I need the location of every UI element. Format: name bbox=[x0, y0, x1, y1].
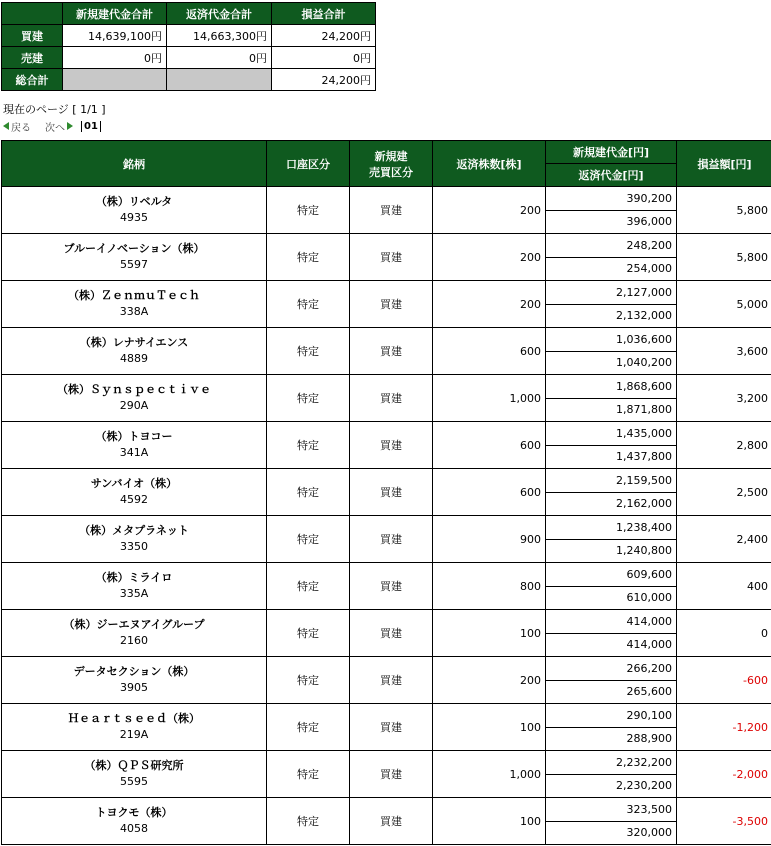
header-return-amount: 返済代金[円] bbox=[546, 164, 677, 187]
stock-name[interactable]: Ｈｅａｒｔｓｅｅｄ（株） bbox=[68, 712, 200, 725]
trade-side: 買建 bbox=[350, 469, 433, 516]
new-amount: 1,238,400 bbox=[546, 516, 677, 540]
account-type: 特定 bbox=[267, 563, 350, 610]
profit-loss: -1,200 bbox=[677, 704, 771, 751]
return-amount: 320,000 bbox=[546, 821, 677, 845]
return-amount: 610,000 bbox=[546, 586, 677, 610]
return-qty: 100 bbox=[433, 798, 546, 845]
profit-loss: -3,500 bbox=[677, 798, 771, 845]
new-amount: 1,435,000 bbox=[546, 422, 677, 446]
account-type: 特定 bbox=[267, 516, 350, 563]
new-amount: 609,600 bbox=[546, 563, 677, 587]
return-amount: 414,000 bbox=[546, 633, 677, 657]
return-amount: 1,437,800 bbox=[546, 445, 677, 469]
profit-loss: 3,200 bbox=[677, 375, 771, 422]
table-header-row bbox=[2, 141, 771, 164]
trade-side: 買建 bbox=[350, 328, 433, 375]
summary-row-label: 買建 bbox=[2, 25, 63, 47]
header-pl: 損益額[円] bbox=[677, 141, 771, 187]
return-amount: 1,040,200 bbox=[546, 351, 677, 375]
profit-loss: 2,400 bbox=[677, 516, 771, 563]
return-qty: 200 bbox=[433, 187, 546, 234]
table-row bbox=[2, 375, 771, 399]
summary-header-pl: 損益合計 bbox=[272, 3, 376, 25]
return-qty: 200 bbox=[433, 657, 546, 704]
table-row bbox=[2, 187, 771, 211]
account-type: 特定 bbox=[267, 469, 350, 516]
return-qty: 200 bbox=[433, 281, 546, 328]
trade-side: 買建 bbox=[350, 610, 433, 657]
stock-name[interactable]: （株）トヨコー bbox=[95, 430, 173, 443]
return-amount: 2,230,200 bbox=[546, 774, 677, 798]
summary-pl-total: 24,200円 bbox=[272, 69, 376, 91]
trade-side: 買建 bbox=[350, 516, 433, 563]
return-amount: 254,000 bbox=[546, 257, 677, 281]
summary-row-sell bbox=[2, 47, 376, 69]
prev-page-link[interactable]: 戻る bbox=[11, 122, 31, 134]
trade-side: 買建 bbox=[350, 281, 433, 328]
trade-side: 買建 bbox=[350, 234, 433, 281]
return-qty: 200 bbox=[433, 234, 546, 281]
account-type: 特定 bbox=[267, 657, 350, 704]
header-side-line2: 売買区分 bbox=[369, 165, 413, 179]
stock-name[interactable]: サンバイオ（株） bbox=[90, 477, 178, 490]
return-qty: 900 bbox=[433, 516, 546, 563]
summary-return-total: 0円 bbox=[167, 47, 272, 69]
profit-loss: 2,800 bbox=[677, 422, 771, 469]
stock-name-cell bbox=[2, 281, 267, 328]
stock-code: 5595 bbox=[120, 775, 148, 788]
account-type: 特定 bbox=[267, 328, 350, 375]
table-row bbox=[2, 234, 771, 258]
trade-side: 買建 bbox=[350, 187, 433, 234]
page-number-link[interactable]: 01 bbox=[81, 121, 101, 132]
table-row bbox=[2, 563, 771, 587]
trade-side: 買建 bbox=[350, 798, 433, 845]
summary-return-total: 14,663,300円 bbox=[167, 25, 272, 47]
return-amount: 396,000 bbox=[546, 210, 677, 234]
stock-name-cell bbox=[2, 704, 267, 751]
return-qty: 100 bbox=[433, 610, 546, 657]
header-qty: 返済株数[株] bbox=[433, 141, 546, 187]
table-row bbox=[2, 798, 771, 822]
stock-code: 335A bbox=[119, 587, 149, 600]
return-qty: 600 bbox=[433, 469, 546, 516]
stock-name[interactable]: （株）ＺｅｎｍｕＴｅｃｈ bbox=[68, 289, 200, 302]
account-type: 特定 bbox=[267, 187, 350, 234]
table-row bbox=[2, 422, 771, 446]
stock-code: 219A bbox=[119, 728, 149, 741]
header-side bbox=[350, 141, 433, 187]
trade-side: 買建 bbox=[350, 751, 433, 798]
account-type: 特定 bbox=[267, 704, 350, 751]
return-amount: 2,132,000 bbox=[546, 304, 677, 328]
stock-name[interactable]: データセクション（株） bbox=[73, 665, 195, 678]
stock-code: 4935 bbox=[120, 211, 148, 224]
header-account: 口座区分 bbox=[267, 141, 350, 187]
return-amount: 288,900 bbox=[546, 727, 677, 751]
account-type: 特定 bbox=[267, 422, 350, 469]
summary-new-total-empty bbox=[63, 69, 167, 91]
summary-header-return: 返済代金合計 bbox=[167, 3, 272, 25]
header-new-amount: 新規建代金[円] bbox=[546, 141, 677, 164]
return-amount: 265,600 bbox=[546, 680, 677, 704]
stock-code: 341A bbox=[119, 446, 149, 459]
table-row bbox=[2, 469, 771, 493]
trade-side: 買建 bbox=[350, 422, 433, 469]
stock-name-cell bbox=[2, 657, 267, 704]
header-side-line1: 新規建 bbox=[374, 149, 408, 163]
account-type: 特定 bbox=[267, 751, 350, 798]
table-row bbox=[2, 516, 771, 540]
profit-loss: 0 bbox=[677, 610, 771, 657]
stock-name-cell bbox=[2, 375, 267, 422]
summary-new-total: 14,639,100円 bbox=[63, 25, 167, 47]
new-amount: 1,036,600 bbox=[546, 328, 677, 352]
account-type: 特定 bbox=[267, 798, 350, 845]
stock-code: 338A bbox=[119, 305, 149, 318]
stock-code: 3350 bbox=[120, 540, 148, 553]
summary-row-grand-total bbox=[2, 69, 376, 91]
trade-side: 買建 bbox=[350, 657, 433, 704]
new-amount: 2,159,500 bbox=[546, 469, 677, 493]
new-amount: 323,500 bbox=[546, 798, 677, 822]
profit-loss: 5,800 bbox=[677, 187, 771, 234]
stock-name[interactable]: トヨクモ（株） bbox=[95, 806, 173, 819]
new-amount: 1,868,600 bbox=[546, 375, 677, 399]
return-qty: 1,000 bbox=[433, 375, 546, 422]
header-name: 銘柄 bbox=[2, 141, 267, 187]
new-amount: 2,127,000 bbox=[546, 281, 677, 305]
pagination bbox=[3, 118, 101, 134]
stock-name[interactable]: （株）ミライロ bbox=[95, 571, 173, 584]
positions-table bbox=[1, 140, 771, 845]
return-amount: 1,871,800 bbox=[546, 398, 677, 422]
new-amount: 390,200 bbox=[546, 187, 677, 211]
return-qty: 800 bbox=[433, 563, 546, 610]
new-amount: 266,200 bbox=[546, 657, 677, 681]
stock-name-cell bbox=[2, 516, 267, 563]
account-type: 特定 bbox=[267, 610, 350, 657]
table-row bbox=[2, 281, 771, 305]
summary-pl-total: 24,200円 bbox=[272, 25, 376, 47]
return-qty: 600 bbox=[433, 328, 546, 375]
stock-code: 4592 bbox=[120, 493, 148, 506]
stock-name[interactable]: （株）Ｓｙｎｓｐｅｃｔｉｖｅ bbox=[57, 383, 211, 396]
account-type: 特定 bbox=[267, 281, 350, 328]
new-amount: 290,100 bbox=[546, 704, 677, 728]
stock-code: 4889 bbox=[120, 352, 148, 365]
stock-name-cell bbox=[2, 422, 267, 469]
stock-name[interactable]: ブルーイノベーション（株） bbox=[63, 242, 205, 255]
stock-code: 4058 bbox=[120, 822, 148, 835]
table-row bbox=[2, 610, 771, 634]
new-amount: 2,232,200 bbox=[546, 751, 677, 775]
summary-corner bbox=[2, 3, 63, 25]
next-page-link[interactable]: 次へ bbox=[45, 122, 65, 134]
stock-name[interactable]: （株）レナサイエンス bbox=[79, 336, 189, 349]
summary-header-row bbox=[2, 3, 376, 25]
stock-name-cell bbox=[2, 469, 267, 516]
new-amount: 248,200 bbox=[546, 234, 677, 258]
stock-name[interactable]: （株）ジーエヌアイグループ bbox=[63, 618, 205, 631]
profit-loss: 3,600 bbox=[677, 328, 771, 375]
next-arrow-icon bbox=[67, 122, 73, 130]
profit-loss: 5,000 bbox=[677, 281, 771, 328]
stock-name-cell bbox=[2, 610, 267, 657]
table-row bbox=[2, 704, 771, 728]
profit-loss: 5,800 bbox=[677, 234, 771, 281]
profit-loss: -2,000 bbox=[677, 751, 771, 798]
stock-name[interactable]: （株）ＱＰＳ研究所 bbox=[84, 759, 184, 772]
stock-name-cell bbox=[2, 751, 267, 798]
summary-return-total-empty bbox=[167, 69, 272, 91]
return-amount: 2,162,000 bbox=[546, 492, 677, 516]
summary-row-label: 総合計 bbox=[2, 69, 63, 91]
summary-new-total: 0円 bbox=[63, 47, 167, 69]
stock-code: 290A bbox=[119, 399, 149, 412]
summary-pl-total: 0円 bbox=[272, 47, 376, 69]
return-amount: 1,240,800 bbox=[546, 539, 677, 563]
stock-code: 3905 bbox=[120, 681, 148, 694]
stock-name-cell bbox=[2, 563, 267, 610]
summary-table bbox=[1, 2, 376, 91]
table-row bbox=[2, 751, 771, 775]
stock-name-cell bbox=[2, 187, 267, 234]
account-type: 特定 bbox=[267, 234, 350, 281]
profit-loss: 400 bbox=[677, 563, 771, 610]
return-qty: 600 bbox=[433, 422, 546, 469]
stock-name[interactable]: （株）リベルタ bbox=[95, 195, 173, 208]
summary-header-new: 新規建代金合計 bbox=[63, 3, 167, 25]
return-qty: 100 bbox=[433, 704, 546, 751]
stock-name-cell bbox=[2, 234, 267, 281]
account-type: 特定 bbox=[267, 375, 350, 422]
stock-name-cell bbox=[2, 798, 267, 845]
trade-side: 買建 bbox=[350, 563, 433, 610]
prev-arrow-icon bbox=[3, 122, 9, 130]
page-indicator: 現在のページ [ 1/1 ] bbox=[3, 103, 106, 116]
summary-row-buy bbox=[2, 25, 376, 47]
stock-code: 5597 bbox=[120, 258, 148, 271]
stock-name-cell bbox=[2, 328, 267, 375]
trade-side: 買建 bbox=[350, 375, 433, 422]
table-row bbox=[2, 328, 771, 352]
profit-loss: -600 bbox=[677, 657, 771, 704]
new-amount: 414,000 bbox=[546, 610, 677, 634]
return-qty: 1,000 bbox=[433, 751, 546, 798]
table-row bbox=[2, 657, 771, 681]
profit-loss: 2,500 bbox=[677, 469, 771, 516]
stock-name[interactable]: （株）メタプラネット bbox=[79, 524, 189, 537]
trade-side: 買建 bbox=[350, 704, 433, 751]
summary-row-label: 売建 bbox=[2, 47, 63, 69]
stock-code: 2160 bbox=[120, 634, 148, 647]
